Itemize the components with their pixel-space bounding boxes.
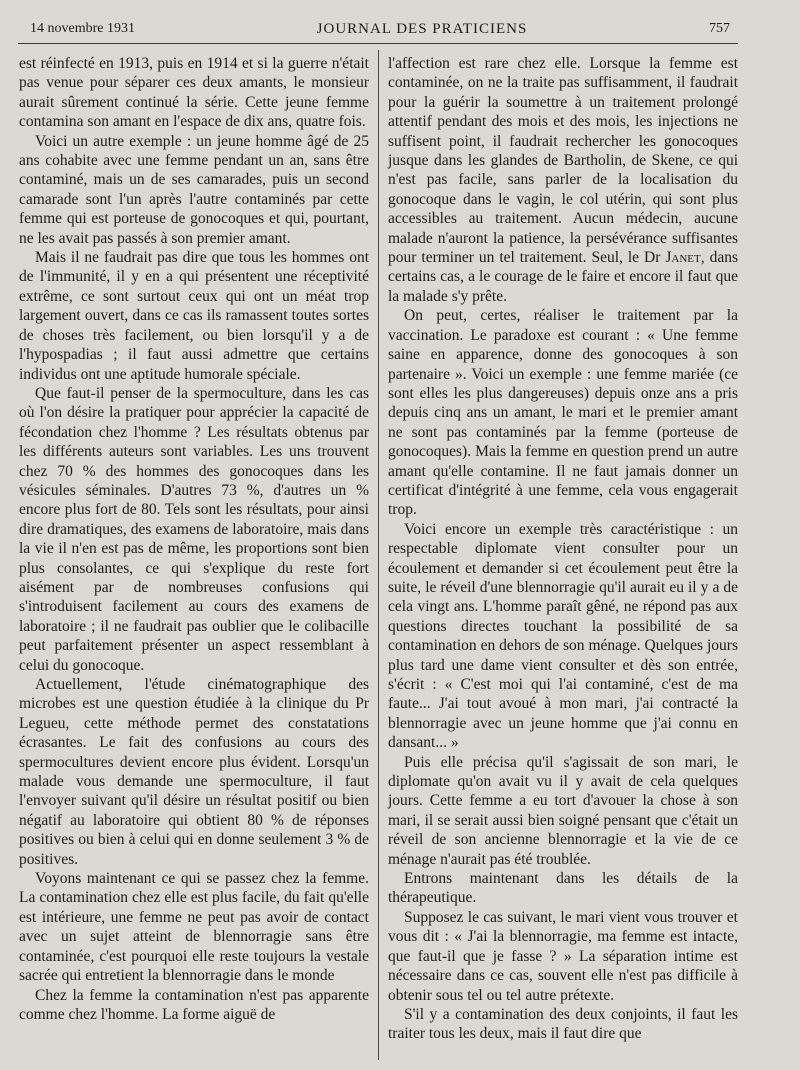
column-divider (378, 50, 379, 1060)
paragraph: Supposez le cas suivant, le mari vient vous trouver et vous dit : « J'ai la blennorragie, ma femme est intacte, que faut-il que je fasse ? » La séparation intime est nécessaire dans ce cas, souvent elle n'est pas difficile à obtenir sous tel ou tel autre prétexte. (388, 908, 738, 1004)
paragraph: est réinfecté en 1913, puis en 1914 et si la guerre n'était pas venue pour séparer ces deux amants, le monsieur aurait sûrement continué la série. Cette jeune femme contamina son amant en l'espace de dix ans, quatre fois. (19, 55, 369, 131)
paragraph: Voyons maintenant ce qui se passez chez la femme. La contamination chez elle est plus facile, du fait qu'elle est intérieure, une femme ne peut pas avoir de contact avec un sujet atteint de blennorragie sans être contaminée, c'est pourquoi elle reste toujours la vestale sacrée qui entretient la blennorragie dans le monde (19, 870, 369, 985)
paragraph: Entrons maintenant dans les détails de la thérapeutique. (388, 870, 738, 907)
paragraph: S'il y a contamination des deux conjoints, il faut les traiter tous les deux, mais il faut dire que (388, 1005, 738, 1043)
paragraph-text: l'affection est rare chez elle. Lorsque la femme est contaminée, on ne la traite pas suffisamment, il faudrait pour la guérir la soumettre à un traitement prolongé attentif pendant des mois et des mois, les injections ne suffisent point, il faudrait rechercher les gonocoques jusque dans les glandes de Bartholin, de Skene, ce qui n'est pas facile, sans parler de la localisation du gonocoque dans le vagin, le col utérin, qui sont plus accessibles au traitement. Aucun médecin, aucune malade n'auront la patience, la persévérance suffisantes pour terminer un tel traitement. Seul, le Dr (388, 55, 738, 267)
paragraph: Voici encore un exemple très caractéristique : un respectable diplomate vient consulter pour un écoulement et demander si cet écoulement peut être la suite, le réveil d'une blennorragie qu'il aurait eu il y a de cela vingt ans. L'homme paraît gêné, ne répond pas aux questions directes touchant la possibilité de sa contamination en dehors de son ménage. Quelques jours plus tard une dame vient consulter et dès son entrée, s'écrit : « C'est moi qui l'ai contaminé, c'est de ma faute... J'ai tout avoué à mon mari, j'ai contracté la blennorragie avec un jeune homme que j'ai connu en dansant... » (388, 520, 738, 752)
right-column (388, 54, 738, 1044)
paragraph: Actuellement, l'étude cinématographique des microbes est une question étudiée à la clinique du Pr Legueu, cette méthode permet des constatations écrasantes. Le fait des confusions au cours des spermocultures devient encore plus évident. Lorsqu'un malade vous demande une spermoculture, il faut l'envoyer suivant qu'il désire un résultat positif ou bien négatif au laboratoire qui obtient 80 % de réponses positives ou bien à celui qui en donne seulement 3 % de positives. (19, 676, 369, 868)
paragraph: Puis elle précisa qu'il s'agissait de son mari, le diplomate qu'on avait vu il y avait de cela quelques jours. Cette femme a eu tort d'avouer la chose à son mari, il se serait aussi bien soigné pensant que c'était un réveil de son ancienne blennorragie et la vie de ce ménage n'aurait pas été troublée. (388, 753, 738, 868)
page-number: 757 (709, 21, 730, 36)
paragraph-text: , dans certains cas, a le courage de le faire et encore il faut que la malade s'y prête. (388, 249, 739, 305)
left-column (19, 54, 369, 1024)
running-header (30, 18, 730, 40)
header-rule (18, 43, 738, 44)
paragraph: On peut, certes, réaliser le traitement par la vaccination. Le paradoxe est courant : « Une femme saine en apparence, donne des gonocoques à son partenaire ». Voici un exemple : une femme mariée (ce sont elles les plus dangereuses) depuis onze ans a pris depuis cinq ans un amant, le mari et le premier amant ne sont pas contaminés par la femme (porteuse de gonocoques). Mais la femme en question prend un autre amant qu'elle contamine. Il ne faut jamais donner un certificat d'intégrité à une femme, cela vous engagerait trop. (388, 307, 738, 519)
paragraph: Que faut-il penser de la spermoculture, dans les cas où l'on désire la pratiquer pour apprécier la capacité de fécondation chez l'homme ? Les résultats obtenus par les différents auteurs sont variables. Les uns trouvent chez 70 % des hommes des gonocoques dans les vésicules séminales. D'autres 73 %, d'autres un % encore plus fort de 80. Tels sont les résultats, pour ainsi dire dramatiques, des examens de laboratoire, mais dans la vie il n'en est pas de même, les proportions sont bien plus consolantes, ce qui s'explique du reste fort aisément par de nombreuses confusions qui s'introduisent facilement au cours des examens de laboratoire ; il ne faudrait pas oublier que le colibacille peut parfaitement présenter un aspect ressemblant à celui du gonocoque. (19, 384, 369, 674)
journal-title: JOURNAL DES PRATICIENS (316, 20, 528, 37)
paragraph: Chez la femme la contamination n'est pas apparente comme chez l'homme. La forme aiguë de (19, 986, 369, 1023)
paragraph: Voici un autre exemple : un jeune homme âgé de 25 ans cohabite avec une femme pendant un an, sans être contaminé, mais un de ses camarades, puis un second camarade sont l'un après l'autre contaminés par cette femme qui est porteuse de gonocoques et qui, pourtant, ne les avait pas passés à son premier amant. (19, 132, 369, 247)
paragraph: Mais il ne faudrait pas dire que tous les hommes ont de l'immunité, il y en a qui présentent une réceptivité extrême, ce sont surtout ceux qui ont un méat trop largement ouvert, dans ce cas ils ramassent toutes sortes de choses très facilement, ou bien lorsqu'il y a de l'hypospadias ; il faut aussi admettre que certains individus ont une aptitude humorale spéciale. (19, 249, 369, 383)
paragraph (388, 54, 738, 306)
doctor-name: Janet (665, 249, 701, 267)
issue-date: 14 novembre 1931 (30, 21, 135, 36)
